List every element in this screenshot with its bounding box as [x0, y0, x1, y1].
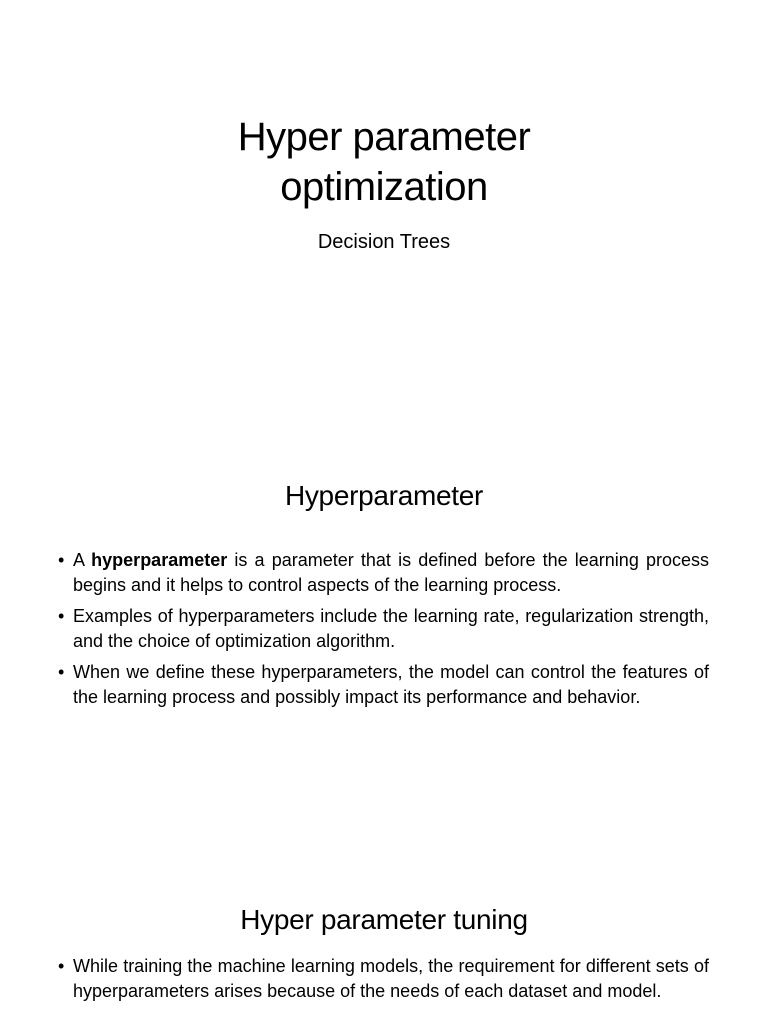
bullet-item — [58, 660, 709, 710]
slide-subtitle: Decision Trees — [317, 231, 451, 253]
tuning-slide — [0, 870, 768, 1024]
title-line-1: Hyper parameter — [237, 115, 531, 159]
slide-heading: Hyper parameter tuning — [240, 904, 528, 935]
bullet-text: When we define these hyperparameters, the model can control the features of the learning process and possibly impact its performance and behavior. — [73, 662, 709, 707]
bullet-text-prefix: A — [73, 550, 92, 570]
bullet-bold-term: hyperparameter — [91, 550, 228, 570]
bullet-text: While training the machine learning models, the requirement for different sets of hyperparameters arises because of the needs of each dataset and model. — [73, 956, 709, 1001]
title-slide — [0, 0, 768, 380]
bullet-item — [58, 954, 709, 1004]
bullet-marker: • — [58, 662, 65, 682]
slide-title — [0, 112, 768, 212]
bullet-text: is a parameter that is defined before the learning process begins and it helps to control aspects of the learning process. — [73, 550, 710, 595]
hyperparameter-slide — [0, 380, 768, 870]
title-line-2: optimization — [280, 165, 488, 209]
bullet-list — [58, 548, 709, 716]
bullet-marker: • — [58, 606, 65, 626]
bullet-marker: • — [58, 550, 65, 570]
bullet-list — [58, 954, 709, 1010]
bullet-item — [58, 604, 709, 654]
slide-heading: Hyperparameter — [284, 480, 484, 511]
bullet-marker: • — [58, 956, 65, 976]
bullet-item — [58, 548, 709, 598]
bullet-text: Examples of hyperparameters include the learning rate, regularization strength, and the choice of optimization algorithm. — [73, 606, 709, 651]
